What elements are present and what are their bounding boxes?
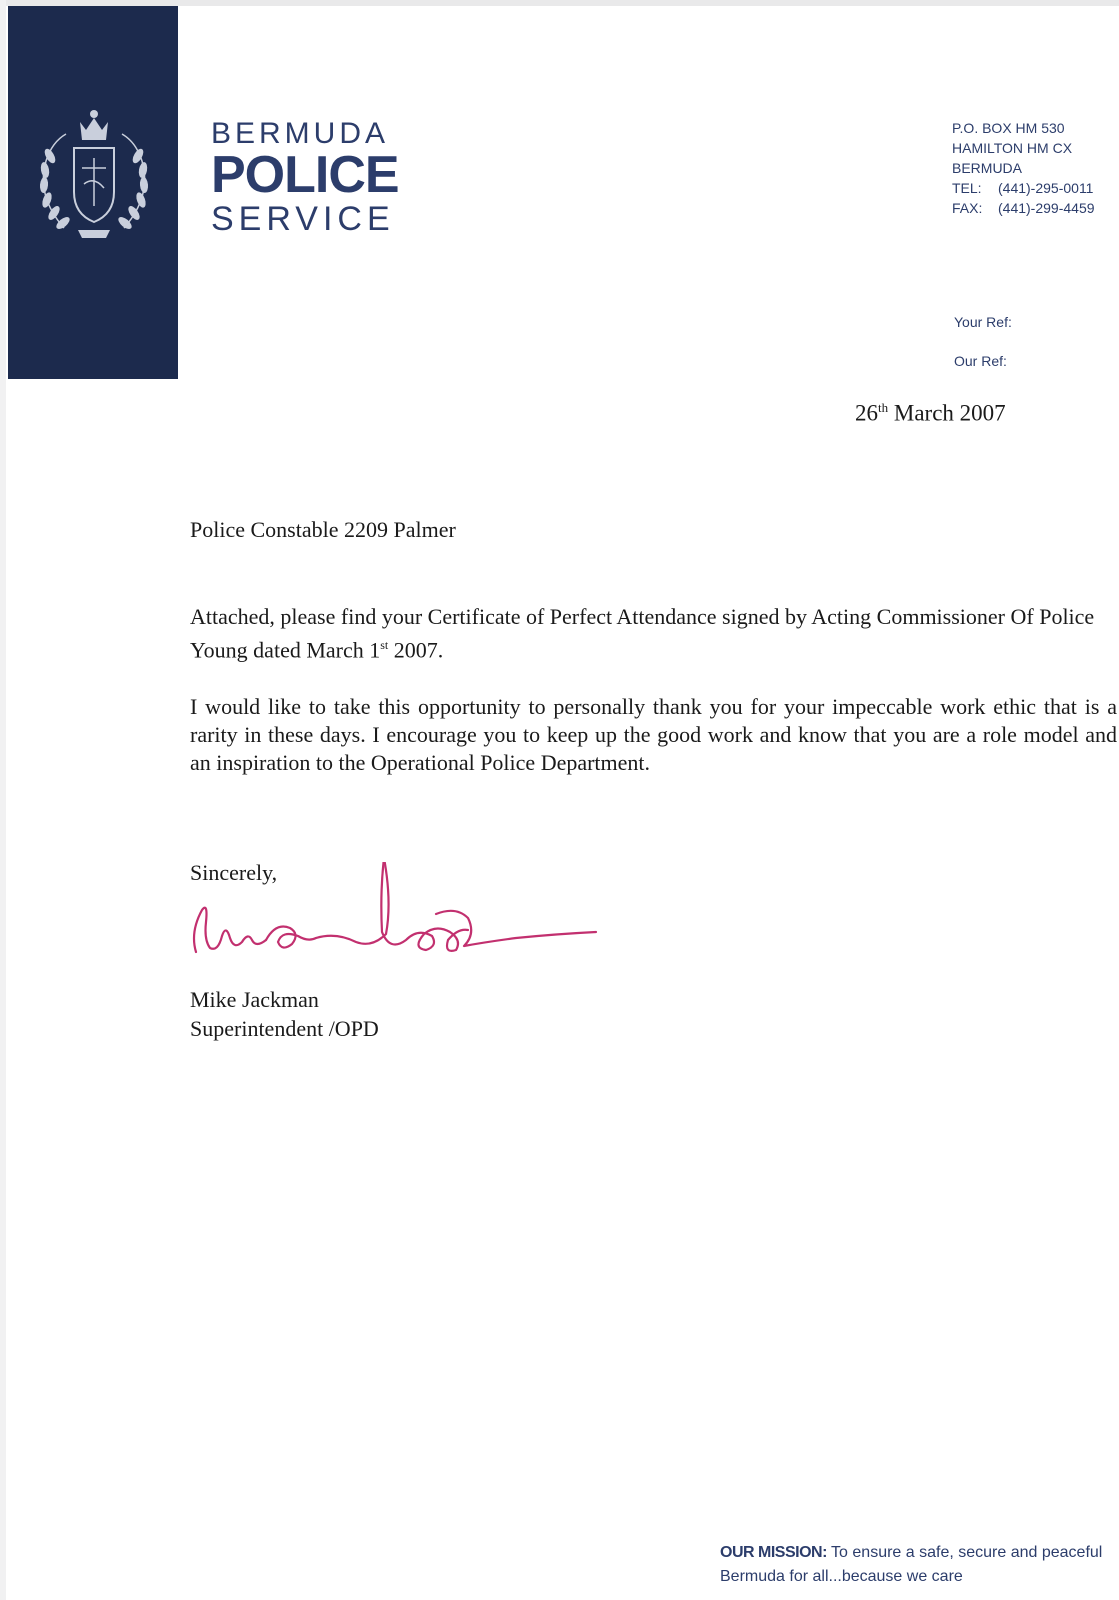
handwritten-signature (186, 862, 606, 972)
address-line3: BERMUDA (952, 160, 1023, 176)
para1-text: Attached, please find your Certificate of Perfect Attendance signed by Acting Commissioner Of Police Young dated March 1 (190, 604, 1095, 663)
fax (952, 198, 1095, 218)
signer-block (190, 985, 379, 1043)
tel-value: (441)-295-0011 (998, 180, 1094, 196)
org-name-line1: BERMUDA (211, 117, 390, 150)
para1-sup: st (380, 638, 389, 652)
date-rest: March 2007 (888, 400, 1006, 426)
mission-text: To ensure a safe, secure and peaceful Bermuda for all...because we care (720, 1544, 1103, 1585)
org-name-line2: POLICE (211, 146, 399, 204)
org-name-line3: SERVICE (211, 200, 395, 238)
date-day: 26 (855, 400, 878, 426)
fax-value: (441)-299-4459 (998, 200, 1095, 216)
org-wordmark (211, 118, 399, 238)
body-paragraph-2: I would like to take this opportunity to personally thank you for your impeccable work ethic that is a rarity in these days. I encourage you to keep up the good work and know that you are a role model and an inspiration to the Operational Police Department. (190, 694, 1117, 775)
telephone (952, 178, 1095, 198)
body-paragraph-1 (190, 603, 1117, 664)
signer-title: Superintendent /OPD (190, 1016, 379, 1041)
mission-statement (720, 1541, 1115, 1589)
date-suffix: th (878, 400, 889, 415)
our-ref-label: Our Ref: (954, 353, 1007, 369)
closing: Sincerely, (190, 860, 278, 885)
tel-label: TEL: (952, 180, 982, 196)
postal-address (952, 118, 1095, 218)
fax-label: FAX: (952, 200, 983, 216)
your-ref-label: Your Ref: (954, 314, 1012, 330)
address-line2: HAMILTON HM CX (952, 140, 1073, 156)
para1-end: 2007. (388, 637, 444, 663)
recipient: Police Constable 2209 Palmer (190, 517, 456, 542)
signer-name: Mike Jackman (190, 987, 319, 1012)
reference-block (954, 314, 1012, 392)
letter-date (855, 400, 1006, 427)
mission-label: OUR MISSION: (720, 1544, 827, 1561)
letterhead-band (8, 6, 178, 379)
scan-edge-left (0, 0, 6, 1600)
address-line1: P.O. BOX HM 530 (952, 120, 1065, 136)
bermuda-police-crest-icon (34, 106, 154, 246)
